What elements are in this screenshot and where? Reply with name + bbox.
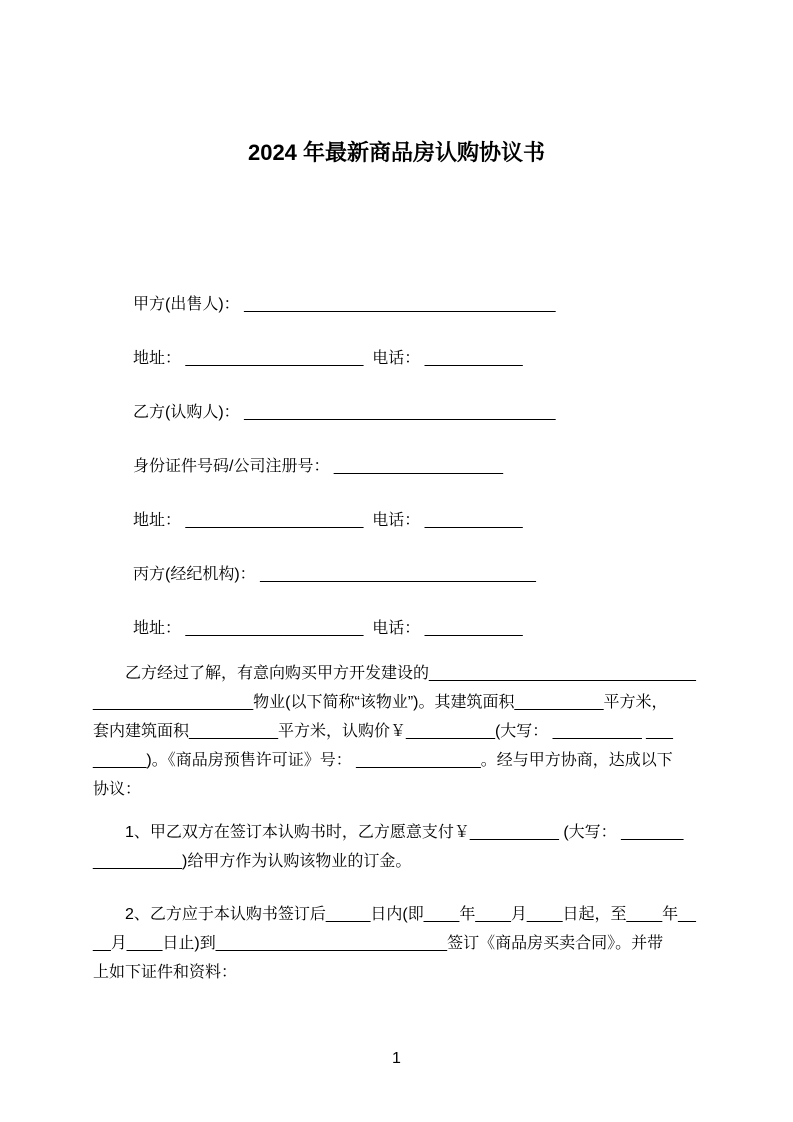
party-b-id-number-line: 身份证件号码/公司注册号： ___________________ (133, 458, 503, 475)
party-a-address-phone-line: 地址： ____________________ 电话： ___________ (133, 350, 523, 367)
clause-2-line: __月____日止)到__________________________签订《商品房买卖合同》。并带 (93, 935, 664, 952)
party-b-line: 乙方(认购人)： ___________________________________ (133, 404, 556, 421)
intro-line: ______)。《商品房预售许可证》号： ______________。经与甲方协商，达成以下 (93, 752, 673, 769)
parties-section (93, 290, 700, 643)
party-c-line: 丙方(经纪机构)： _______________________________ (133, 566, 536, 583)
clause-2-line: 2、乙方应于本认购书签订后_____日内(即____年____月____日起，至____年__ (125, 906, 696, 923)
clause-1-paragraph (93, 818, 700, 876)
clause-2-line: 上如下证件和资料： (93, 964, 238, 981)
intro-line: 乙方经过了解，有意向购买甲方开发建设的______________________________ (125, 665, 696, 682)
party-c-address-phone-line: 地址： ____________________ 电话： ___________ (133, 620, 523, 637)
clause-1-line: __________)给甲方作为认购该物业的订金。 (93, 853, 412, 870)
intro-line: 套内建筑面积__________平方米，认购价￥__________(大写： __________ ___ (93, 723, 673, 740)
doc-title: 2024 年最新商品房认购协议书 (247, 140, 546, 165)
page-number: 1 (392, 1050, 401, 1067)
party-b-address-phone-line: 地址： ____________________ 电话： ___________ (133, 512, 523, 529)
intro-line: 协议： (93, 781, 142, 798)
intro-paragraph (93, 659, 700, 804)
intro-line: __________________物业(以下简称“该物业”)。其建筑面积__________平方米， (93, 694, 668, 711)
party-a-line: 甲方(出售人)： ___________________________________ (133, 296, 556, 313)
clause-1-line: 1、甲乙双方在签订本认购书时，乙方愿意支付￥__________ (大写： _______ (125, 824, 684, 841)
clause-2-paragraph (93, 900, 700, 987)
